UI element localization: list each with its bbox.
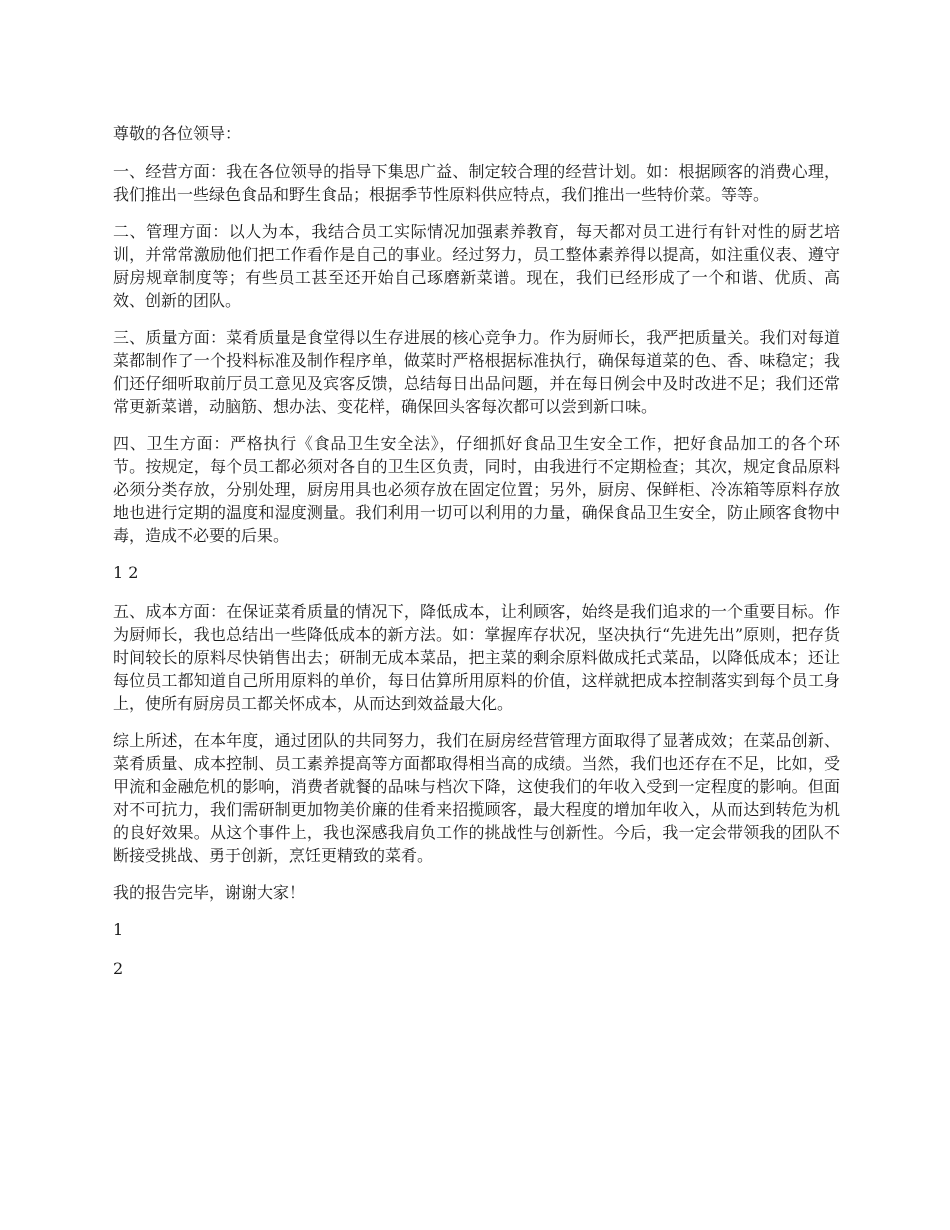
paragraph-summary: 综上所述，在本年度，通过团队的共同努力，我们在厨房经营管理方面取得了显著成效；在菜品创新、菜肴质量、成本控制、员工素养提高等方面都取得相当高的成绩。当然，我们也还存在不足，比如，受甲流和金融危机的影响，消费者就餐的品味与档次下降，这使我们的年收入受到一定程度的影响。但面对不可抗力，我们需研制更加物美价廉的佳肴来招揽顾客，最大程度的增加年收入，从而达到转危为机的良好效果。从这个事件上，我也深感我肩负工作的挑战性与创新性。今后，我一定会带领我的团队不断接受挑战、勇于创新，烹饪更精致的菜肴。 bbox=[113, 731, 840, 865]
paragraph-management: 二、管理方面：以人为本，我结合员工实际情况加强素养教育，每天都对员工进行有针对性的厨艺培训，并常常激励他们把工作看作是自己的事业。经过努力，员工整体素养得以提高，如注重仪表、遵守厨房规章制度等；有些员工甚至还开始自己琢磨新菜谱。现在，我们已经形成了一个和谐、优质、高效、创新的团队。 bbox=[113, 222, 840, 310]
closing-line: 我的报告完毕，谢谢大家！ bbox=[113, 883, 306, 902]
paragraph-cost: 五、成本方面：在保证菜肴质量的情况下，降低成本，让利顾客，始终是我们追求的一个重要目标。作为厨师长，我也总结出一些降低成本的新方法。如：掌握库存状况，坚决执行“先进先出”原则，把存货时间较长的原料尽快销售出去；研制无成本菜品，把主菜的剩余原料做成托式菜品，以降低成本；还让每位员工都知道自己所用原料的单价，每日估算所用原料的价值，这样就把成本控制落实到每个员工身上，使所有厨房员工都关怀成本，从而达到效益最大化。 bbox=[113, 602, 840, 713]
paragraph-hygiene: 四、卫生方面：严格执行《食品卫生安全法》，仔细抓好食品卫生安全工作，把好食品加工的各个环节。按规定，每个员工都必须对各自的卫生区负责，同时，由我进行不定期检查；其次，规定食品原料必须分类存放，分别处理，厨房用具也必须存放在固定位置；另外，厨房、保鲜柜、冷冻箱等原料存放地也进行定期的温度和湿度测量。我们利用一切可以利用的力量，确保食品卫生安全，防止顾客食物中毒，造成不必要的后果。 bbox=[113, 434, 840, 545]
paragraph-quality: 三、质量方面：菜肴质量是食堂得以生存进展的核心竞争力。作为厨师长，我严把质量关。我们对每道菜都制作了一个投料标准及制作程序单，做菜时严格根据标准执行，确保每道菜的色、香、味稳定；我们还仔细听取前厅员工意见及宾客反馈，总结每日出品问题，并在每日例会中及时改进不足；我们还常常更新菜谱，动脑筋、想办法、变花样，确保回头客每次都可以尝到新口味。 bbox=[113, 328, 840, 416]
greeting: 尊敬的各位领导： bbox=[113, 124, 242, 143]
paragraph-operations: 一、经营方面：我在各位领导的指导下集思广益、制定较合理的经营计划。如：根据顾客的消费心理，我们推出一些绿色食品和野生食品；根据季节性原料供应特点，我们推出一些特价菜。等等。 bbox=[113, 162, 840, 204]
page-number-2: 2 bbox=[113, 959, 124, 978]
document-body bbox=[113, 122, 840, 996]
page-marker: 1 2 bbox=[113, 563, 139, 582]
page-number-1: 1 bbox=[113, 920, 124, 939]
